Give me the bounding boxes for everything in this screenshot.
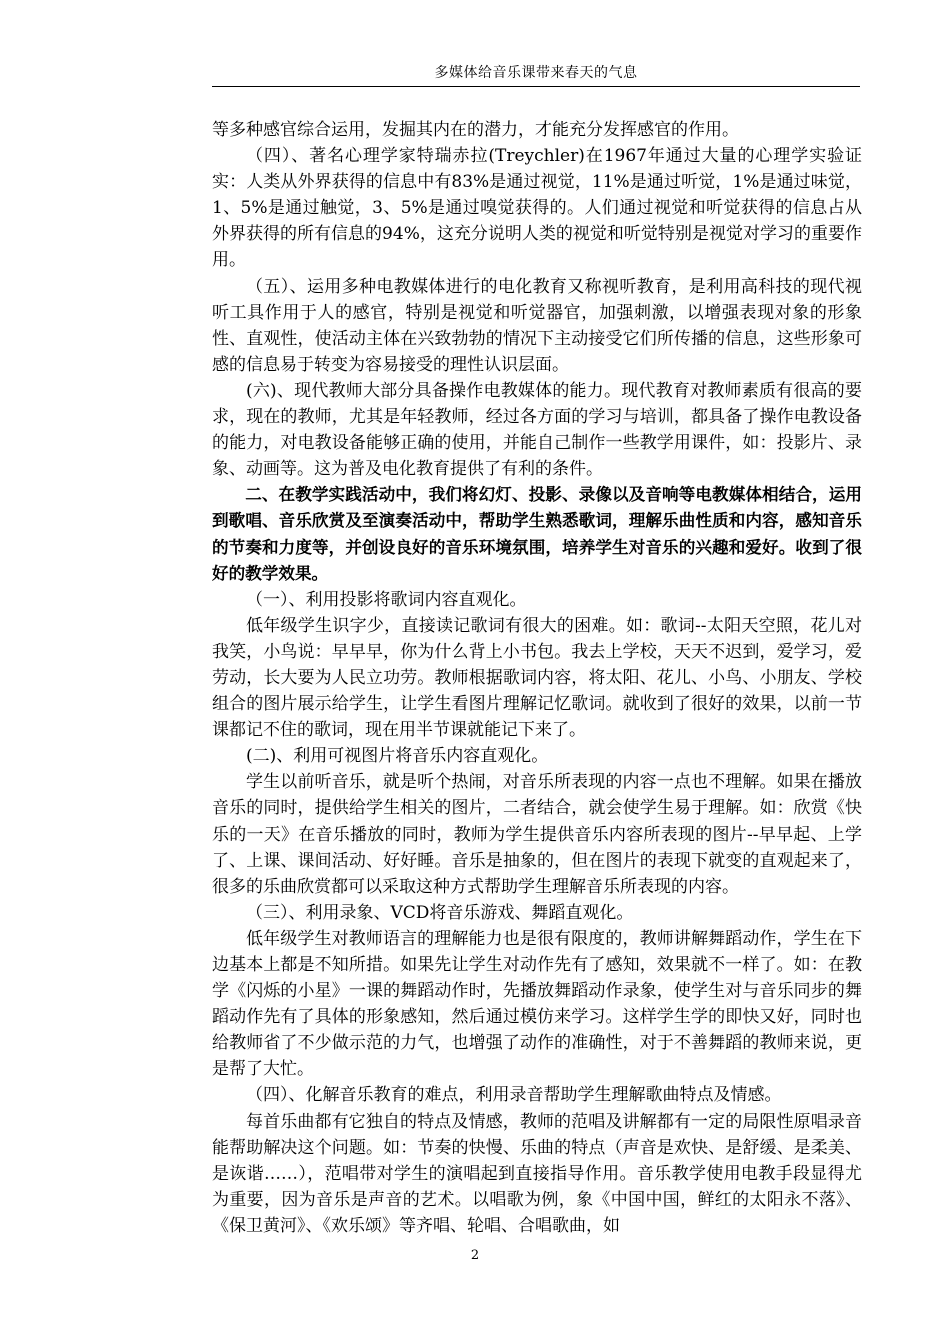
- running-header: 多媒体给音乐课带来春天的气息: [434, 65, 638, 81]
- paragraph-lyrics-example: 低年级学生识字少，直接读记歌词有很大的困难。如：歌词--太阳天空照，花儿对我笑，小鸟说：早早早，你为什么背上小书包。我去上学校，天天不迟到，爱学习，爱劳动，长大要为人民立功劳。教师根据歌词内容，将太阳、花儿、小鸟、小朋友、学校组合的图片展示给学生，让学生看图片理解记忆歌词。就收到了很好的效果，以前一节课都记不住的歌词，现在用半节课就能记下来了。: [212, 615, 862, 741]
- paragraph-continuation: 等多种感官综合运用，发掘其内在的潜力，才能充分发挥感官的作用。: [212, 120, 739, 140]
- paragraph-pictures-example: 学生以前听音乐，就是听个热闹，对音乐所表现的内容一点也不理解。如果在播放音乐的同时，提供给学生相关的图片，二者结合，就会使学生易于理解。如：欣赏《快乐的一天》在音乐播放的同时，教师为学生提供音乐内容所表现的图片--早早起、上学了、上课、课间活动、好好睡。音乐是抽象的，但在图片的表现下就变的直观起来了，很多的乐曲欣赏都可以采取这种方式帮助学生理解音乐所表现的内容。: [212, 772, 862, 897]
- body-text: [212, 117, 862, 1239]
- paragraph-subheading-1: （一）、利用投影将歌词内容直观化。: [246, 589, 527, 610]
- paragraph-section-6-teachers: (六)、现代教师大部分具备操作电教媒体的能力。现代教育对教师素质有很高的要求，现在的教师，尤其是年轻教师，经过各方面的学习与培训，都具备了操作电教设备的能力，对电教设备能够正确的使用，并能自己制作一些教学用课件，如：投影片、录象、动画等。这为普及电化教育提供了有利的条件。: [212, 380, 862, 480]
- paragraph-subheading-4: （四）、化解音乐教育的难点，利用录音帮助学生理解歌曲特点及情感。: [246, 1085, 782, 1106]
- page-number: 2: [470, 1248, 480, 1263]
- paragraph-section-4-psychology: （四）、著名心理学家特瑞赤拉(Treychler)在1967年通过大量的心理学实验证实：人类从外界获得的信息中有83%是通过视觉，11%是通过听觉，1%是通过味觉，1、5%是通过触觉，3、5%是通过嗅觉获得的。人们通过视觉和听觉获得的信息占从外界获得的所有信息的94%，这充分说明人类的视觉和听觉特别是视觉对学习的重要作用。: [212, 146, 862, 271]
- paragraph-subheading-3: （三）、利用录象、VCD将音乐游戏、舞蹈直观化。: [246, 902, 634, 923]
- paragraph-section-5-audiovisual: （五）、运用多种电教媒体进行的电化教育又称视听教育，是利用高科技的现代视听工具作用于人的感官，特别是视觉和听觉器官，加强刺激，以增强表现对象的形象性、直观性，使活动主体在兴致勃勃的情况下主动接受它们所传播的信息，这些形象可感的信息易于转变为容易接受的理性认识层面。: [212, 276, 862, 375]
- header-divider: [212, 86, 860, 87]
- paragraph-part-2-heading: 二、在教学实践活动中，我们将幻灯、投影、录像以及音响等电教媒体相结合，运用到歌唱、音乐欣赏及至演奏活动中，帮助学生熟悉歌词，理解乐曲性质和内容，感知音乐的节奏和力度等，并创设良好的音乐环境氛围，培养学生对音乐的兴趣和爱好。收到了很好的教学效果。: [212, 485, 862, 583]
- paragraph-dance-example: 低年级学生对教师语言的理解能力也是很有限度的，教师讲解舞蹈动作，学生在下边基本上都是不知所措。如果先让学生对动作先有了感知，效果就不一样了。如：在教学《闪烁的小星》一课的舞蹈动作时，先播放舞蹈动作录象，使学生对与音乐同步的舞蹈动作先有了具体的形象感知，然后通过模仿来学习。这样学生学的即快又好，同时也给教师省了不少做示范的力气，也增强了动作的准确性，对于不善舞蹈的教师来说，更是帮了大忙。: [212, 928, 862, 1080]
- paragraph-subheading-2: (二)、利用可视图片将音乐内容直观化。: [246, 746, 549, 767]
- paragraph-recording-example: 每首乐曲都有它独自的特点及情感，教师的范唱及讲解都有一定的局限性原唱录音能帮助解决这个问题。如：节奏的快慢、乐曲的特点（声音是欢快、是舒缓、是柔美、是诙谐……），范唱带对学生的演唱起到直接指导作用。音乐教学使用电教手段显得尤为重要，因为音乐是声音的艺术。以唱歌为例，象《中国中国，鲜红的太阳永不落》、《保卫黄河》、《欢乐颂》等齐唱、轮唱、合唱歌曲，如: [212, 1111, 862, 1236]
